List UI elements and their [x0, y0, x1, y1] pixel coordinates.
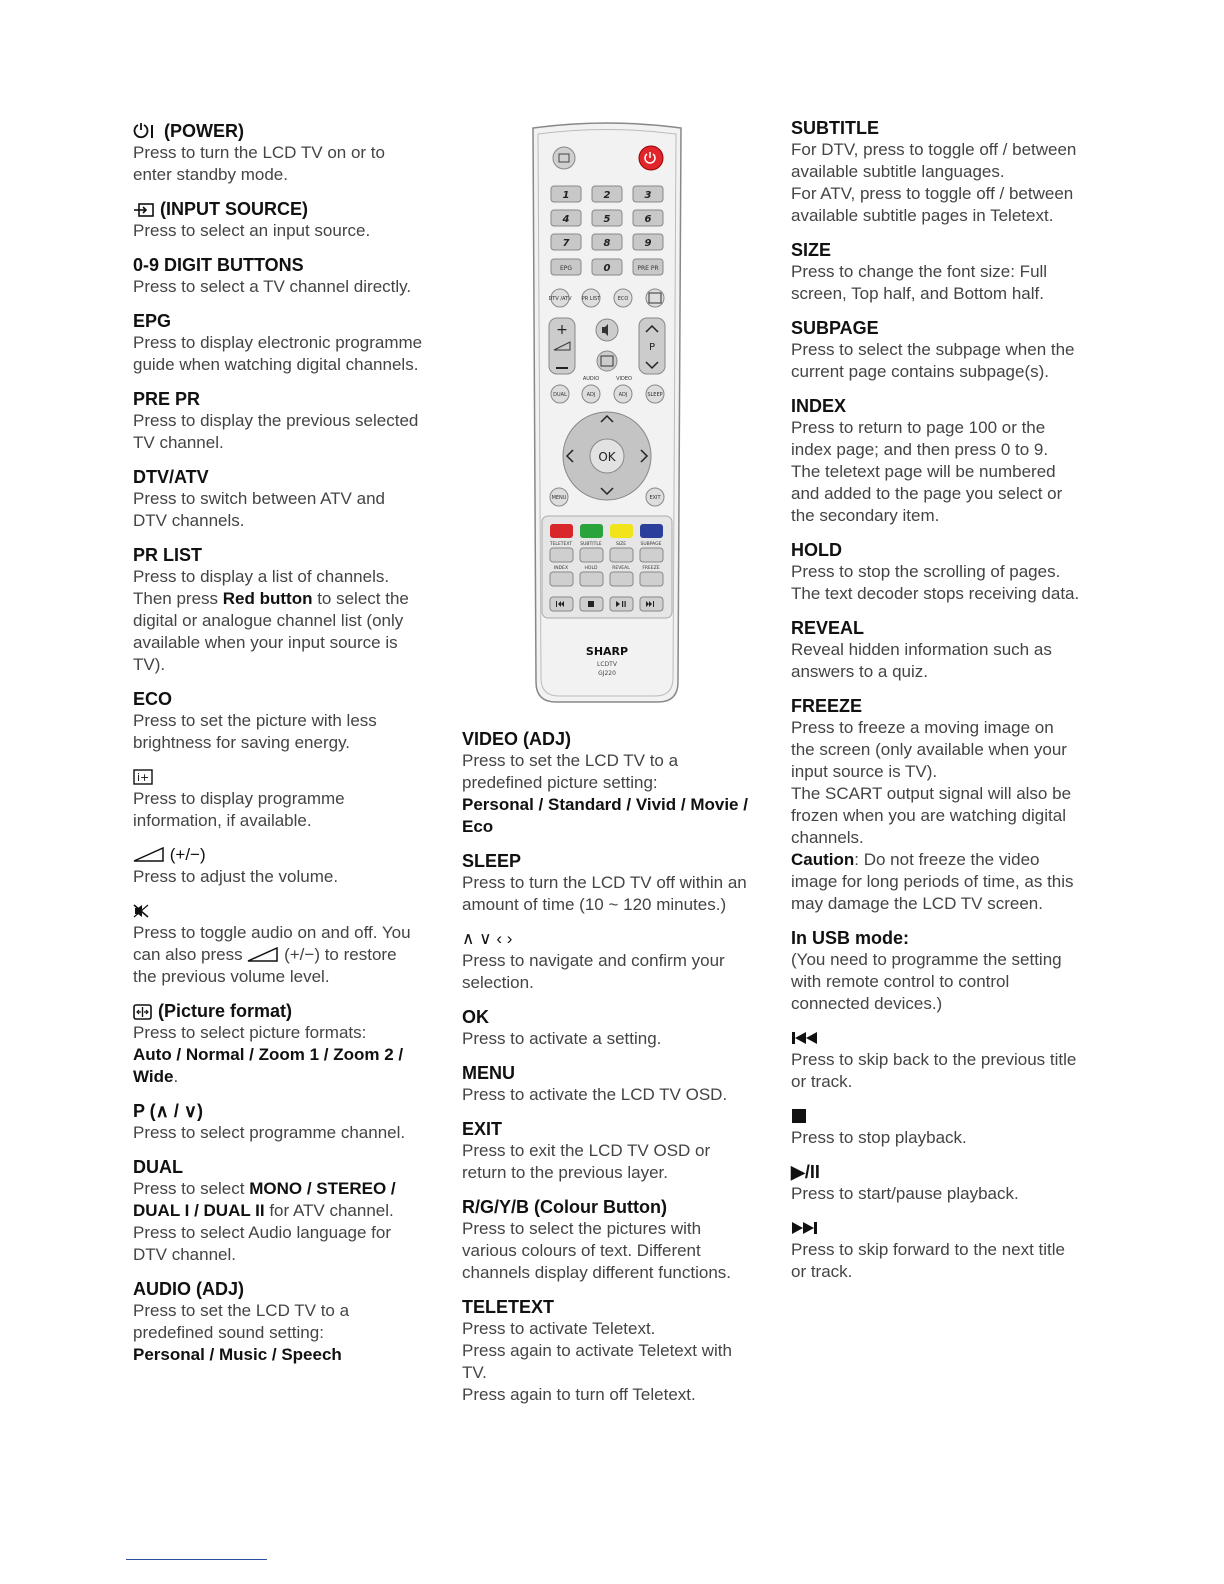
- entry-rgyb: [462, 1196, 757, 1284]
- stop-text: Press to stop playback.: [791, 1128, 967, 1147]
- remote-subpage-label: SUBPAGE: [640, 542, 662, 547]
- middle-column: [462, 728, 757, 1418]
- remote-digit-4: 4: [562, 214, 570, 225]
- entry-size: [791, 239, 1081, 305]
- hold-title: HOLD: [791, 540, 842, 560]
- entry-menu: [462, 1062, 757, 1106]
- digits-title: 0-9 DIGIT BUTTONS: [133, 255, 304, 275]
- left-column: [133, 120, 423, 1378]
- remote-green-button[interactable]: [580, 524, 603, 538]
- p-text: Press to select programme channel.: [133, 1123, 406, 1142]
- entry-exit: [462, 1118, 757, 1184]
- dtvatv-title: DTV/ATV: [133, 467, 209, 487]
- prlist-text: Press to display a list of channels. Then press Red button to select the digital or analogue channel list (only available when your input source is TV).: [133, 567, 409, 674]
- menu-text: Press to activate the LCD TV OSD.: [462, 1085, 728, 1104]
- epg-text: Press to display electronic programme guide when watching digital channels.: [133, 333, 423, 374]
- entry-prepr: [133, 388, 423, 454]
- entry-nav: [462, 928, 757, 994]
- ok-title: OK: [462, 1007, 489, 1027]
- remote-epg-label: EPG: [559, 265, 573, 272]
- entry-prlist: [133, 544, 423, 676]
- remote-digit-1: 1: [562, 190, 570, 201]
- remote-digit-3: 3: [644, 190, 652, 201]
- remote-dual-label: DUAL: [553, 392, 567, 398]
- remote-ok-label: OK: [598, 450, 616, 464]
- svg-text:i+: i+: [137, 771, 150, 784]
- audio-title: AUDIO (ADJ): [133, 1279, 244, 1299]
- remote-adj2-label: ADJ: [618, 392, 628, 398]
- remote-audio-label: AUDIO: [582, 376, 600, 382]
- prepr-text: Press to display the previous selected TV channel.: [133, 411, 419, 452]
- remote-digit-7: 7: [562, 238, 570, 249]
- epg-title: EPG: [133, 311, 172, 331]
- teletext-text-2: Press again to activate Teletext with TV.: [462, 1341, 732, 1382]
- reveal-title: REVEAL: [791, 618, 865, 638]
- input-source-icon: [133, 202, 155, 218]
- mute-icon: [133, 903, 151, 919]
- prlist-title: PR LIST: [133, 545, 203, 565]
- entry-title: [133, 120, 423, 142]
- entry-index: [791, 395, 1081, 527]
- teletext-text-1: Press to activate Teletext.: [462, 1319, 656, 1338]
- dtvatv-text: Press to switch between ATV and DTV channels.: [133, 489, 385, 530]
- digits-text: Press to select a TV channel directly.: [133, 277, 412, 296]
- remote-input-button[interactable]: [553, 147, 575, 169]
- picture-options: Auto / Normal / Zoom 1 / Zoom 2 / Wide: [133, 1045, 404, 1086]
- remote-digit-6: 6: [644, 214, 652, 225]
- remote-model: GJ220: [598, 670, 616, 677]
- entry-stop: [791, 1105, 1081, 1149]
- eco-title: ECO: [133, 689, 173, 709]
- subtitle-text-2: For ATV, press to toggle off / between available subtitle pages in Teletext.: [791, 184, 1074, 225]
- prev-text: Press to skip back to the previous title or track.: [791, 1050, 1077, 1091]
- dual-title: DUAL: [133, 1157, 183, 1177]
- remote-size-label: SIZE: [615, 542, 627, 547]
- entry-prev: [791, 1027, 1081, 1093]
- remote-digit-0: 0: [603, 263, 611, 274]
- remote-sleep-label: SLEEP: [647, 392, 663, 398]
- freeze-text-2: The SCART output signal will also be frozen when you are watching digital channels.: [791, 784, 1072, 847]
- rgyb-text: Press to select the pictures with various colours of text. Different channels display different functions.: [462, 1219, 732, 1282]
- entry-teletext: [462, 1296, 757, 1406]
- power-title: (POWER): [164, 121, 245, 141]
- rgyb-title: R/G/Y/B (Colour Button): [462, 1197, 667, 1217]
- picture-text: Press to select picture formats:: [133, 1023, 367, 1042]
- p-title: P (∧ / ∨): [133, 1101, 204, 1121]
- prepr-title: PRE PR: [133, 389, 201, 409]
- entry-info: [133, 766, 423, 832]
- remote-digit-5: 5: [603, 214, 611, 225]
- remote-model-line: LCDTV: [597, 661, 617, 668]
- sleep-title: SLEEP: [462, 851, 522, 871]
- remote-hold-label: HOLD: [584, 566, 598, 571]
- subpage-text: Press to select the subpage when the current page contains subpage(s).: [791, 340, 1075, 381]
- skip-forward-icon: [791, 1220, 821, 1236]
- subtitle-text-1: For DTV, press to toggle off / between available subtitle languages.: [791, 140, 1077, 181]
- entry-play: [791, 1161, 1081, 1205]
- right-column: [791, 117, 1081, 1295]
- remote-digit-9: 9: [644, 238, 652, 249]
- usb-title: In USB mode:: [791, 928, 910, 948]
- volume-text: Press to adjust the volume.: [133, 867, 339, 886]
- entry-volume: [133, 844, 423, 888]
- entry-sleep: [462, 850, 757, 916]
- subtitle-title: SUBTITLE: [791, 118, 879, 138]
- index-title: INDEX: [791, 396, 847, 416]
- remote-index-label: INDEX: [553, 566, 569, 571]
- hold-text-2: The text decoder stops receiving data.: [791, 584, 1080, 603]
- remote-blue-button[interactable]: [640, 524, 663, 538]
- info-icon: [133, 769, 155, 785]
- exit-title: EXIT: [462, 1119, 503, 1139]
- freeze-title: FREEZE: [791, 696, 863, 716]
- entry-audio: [133, 1278, 423, 1366]
- remote-teletext-label: TELETEXT: [549, 542, 573, 547]
- hold-text-1: Press to stop the scrolling of pages.: [791, 562, 1061, 581]
- entry-hold: [791, 539, 1081, 605]
- volume-title: (+/−): [169, 845, 206, 864]
- entry-freeze: [791, 695, 1081, 915]
- play-pause-icon: ▶/II: [791, 1162, 820, 1182]
- freeze-text-1: Press to freeze a moving image on the screen (only available when your input source is TV).: [791, 718, 1067, 781]
- entry-reveal: [791, 617, 1081, 683]
- teletext-title: TELETEXT: [462, 1297, 555, 1317]
- remote-reveal-label: REVEAL: [612, 566, 630, 571]
- picture-title: (Picture format): [158, 1001, 293, 1021]
- freeze-caution: Caution: Do not freeze the video image for long periods of time, as this may damage the LCD TV screen.: [791, 850, 1074, 913]
- entry-subpage: [791, 317, 1081, 383]
- entry-p: [133, 1100, 423, 1144]
- nav-text: Press to navigate and confirm your selection.: [462, 951, 725, 992]
- entry-mute: [133, 900, 423, 988]
- entry-input: [133, 198, 423, 242]
- stop-icon: [791, 1108, 809, 1124]
- remote-adj1-label: ADJ: [586, 392, 596, 398]
- remote-eco-label: ECO: [617, 296, 629, 302]
- remote-power-button[interactable]: [639, 146, 663, 170]
- audio-options: Personal / Music / Speech: [133, 1345, 342, 1364]
- volume-icon: [133, 847, 165, 863]
- mute-text: Press to toggle audio on and off. You can also press (+/−) to restore the previous volume level.: [133, 923, 411, 986]
- sleep-text: Press to turn the LCD TV off within an amount of time (10 ~ 120 minutes.): [462, 873, 747, 914]
- entry-usb: [791, 927, 1081, 1015]
- remote-yellow-button[interactable]: [610, 524, 633, 538]
- teletext-text-3: Press again to turn off Teletext.: [462, 1385, 696, 1404]
- remote-p-label: P: [648, 342, 656, 353]
- remote-dtv-label: DTV /ATV: [548, 296, 572, 302]
- usb-text: (You need to programme the setting with remote control to control connected devices.): [791, 950, 1062, 1013]
- input-title: (INPUT SOURCE): [160, 199, 309, 219]
- remote-menu-label: MENU: [551, 495, 567, 501]
- exit-text: Press to exit the LCD TV OSD or return to the previous layer.: [462, 1141, 711, 1182]
- entry-power: [133, 120, 423, 186]
- remote-red-button[interactable]: [550, 524, 573, 538]
- next-text: Press to skip forward to the next title or track.: [791, 1240, 1066, 1281]
- power-text: Press to turn the LCD TV on or to enter standby mode.: [133, 143, 385, 184]
- size-title: SIZE: [791, 240, 832, 260]
- entry-video: [462, 728, 757, 838]
- reveal-text: Reveal hidden information such as answers to a quiz.: [791, 640, 1052, 681]
- picture-format-icon: [133, 1004, 153, 1020]
- nav-arrows-icon: ∧ ∨ ‹ ›: [462, 929, 513, 948]
- remote-prlist-label: PR LIST: [581, 296, 601, 302]
- audio-text: Press to set the LCD TV to a predefined sound setting:: [133, 1301, 350, 1342]
- eco-text: Press to set the picture with less brightness for saving energy.: [133, 711, 377, 752]
- remote-exit-label: EXIT: [649, 495, 661, 501]
- dual-text: Press to select MONO / STEREO / DUAL I / DUAL II for ATV channel. Press to select Audio language for DTV channel.: [133, 1179, 396, 1264]
- remote-digit-8: 8: [603, 238, 611, 249]
- size-text: Press to change the font size: Full screen, Top half, and Bottom half.: [791, 262, 1048, 303]
- video-text: Press to set the LCD TV to a predefined picture setting:: [462, 751, 679, 792]
- remote-control: [530, 122, 684, 704]
- footer-rule: [126, 1559, 267, 1560]
- entry-dtvatv: [133, 466, 423, 532]
- power-icon: [133, 122, 159, 140]
- entry-dual: [133, 1156, 423, 1266]
- svg-text:+: +: [556, 322, 568, 338]
- remote-digit-2: 2: [603, 190, 611, 201]
- remote-video-label: VIDEO: [616, 376, 632, 382]
- remote-subtitle-label: SUBTITLE: [580, 542, 602, 547]
- power-button-shape: [639, 146, 663, 170]
- remote-prepr-label: PRE PR: [637, 265, 659, 272]
- video-options: Personal / Standard / Vivid / Movie / Eco: [462, 795, 748, 836]
- remote-brand: SHARP: [585, 645, 629, 658]
- entry-eco: [133, 688, 423, 754]
- input-text: Press to select an input source.: [133, 221, 371, 240]
- entry-ok: [462, 1006, 757, 1050]
- play-text: Press to start/pause playback.: [791, 1184, 1019, 1203]
- index-text: Press to return to page 100 or the index page; and then press 0 to 9. The teletext page will be numbered and added to the page you select or the secondary item.: [791, 418, 1063, 525]
- entry-epg: [133, 310, 423, 376]
- subpage-title: SUBPAGE: [791, 318, 879, 338]
- entry-digits: [133, 254, 423, 298]
- info-text: Press to display programme information, if available.: [133, 789, 345, 830]
- video-title: VIDEO (ADJ): [462, 729, 572, 749]
- entry-picture: (Picture format) Press to select picture formats: Auto / Normal / Zoom 1 / Zoom 2 / Wide.: [133, 1000, 423, 1088]
- volume-icon-inline: [247, 947, 279, 963]
- remote-freeze-label: FREEZE: [642, 566, 660, 571]
- menu-title: MENU: [462, 1063, 515, 1083]
- entry-next: [791, 1217, 1081, 1283]
- entry-subtitle: [791, 117, 1081, 227]
- ok-text: Press to activate a setting.: [462, 1029, 662, 1048]
- skip-back-icon: [791, 1030, 821, 1046]
